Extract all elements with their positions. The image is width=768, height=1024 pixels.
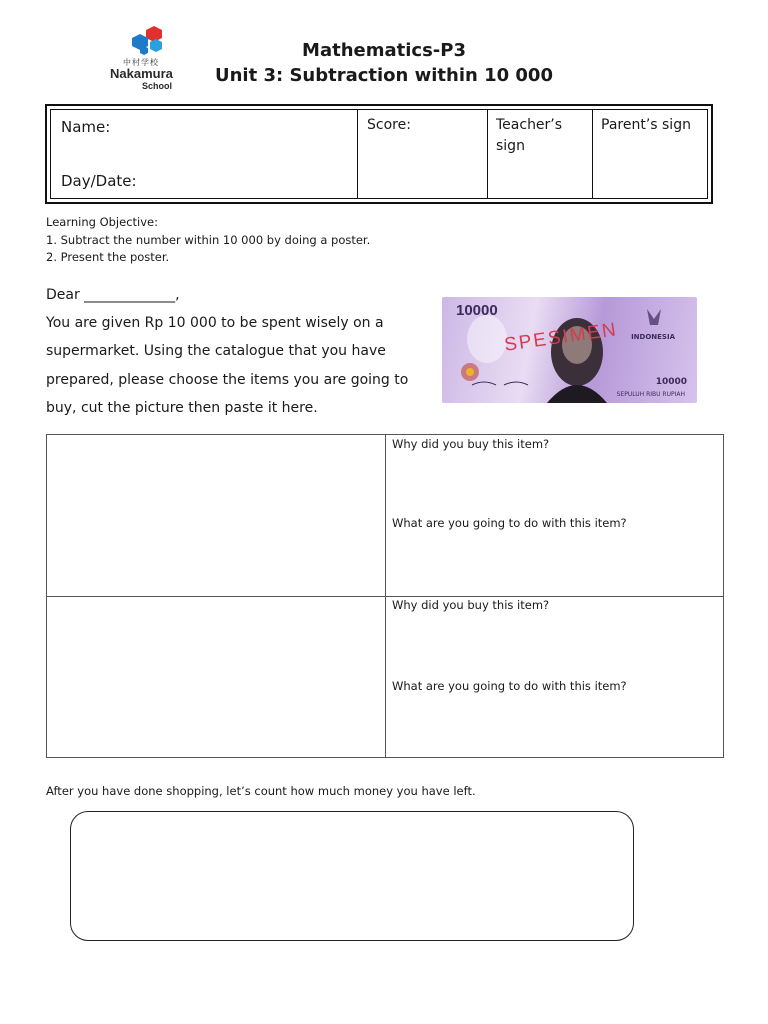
items-table bbox=[46, 434, 724, 758]
page-subtitle: Unit 3: Subtraction within 10 000 bbox=[214, 65, 553, 86]
table-row bbox=[47, 597, 723, 758]
paste-picture-area[interactable] bbox=[47, 435, 386, 596]
after-shopping-instruction: After you have done shopping, let’s count how much money you have left. bbox=[46, 784, 476, 798]
logo-name: Nakamura bbox=[110, 66, 173, 81]
info-table bbox=[45, 104, 713, 204]
question-why: Why did you buy this item? bbox=[392, 437, 550, 451]
objective-heading: Learning Objective: bbox=[46, 215, 158, 229]
question-what: What are you going to do with this item? bbox=[392, 679, 627, 693]
parent-sign-cell[interactable] bbox=[593, 110, 707, 198]
letter-line: You are given Rp 10 000 to be spent wisely on a bbox=[46, 315, 384, 331]
objective-item: 1. Subtract the number within 10 000 by doing a poster. bbox=[46, 233, 371, 247]
objective-item: 2. Present the poster. bbox=[46, 250, 170, 264]
banknote-value: 10000 bbox=[456, 302, 498, 319]
teacher-sign-label-1: Teacher’s bbox=[496, 117, 563, 133]
paste-picture-area[interactable] bbox=[47, 597, 386, 758]
table-row bbox=[47, 435, 723, 597]
teacher-sign-label-2: sign bbox=[496, 138, 525, 154]
letter-greeting: Dear _____________, bbox=[46, 287, 180, 303]
teacher-sign-cell[interactable] bbox=[488, 110, 593, 198]
score-label: Score: bbox=[367, 117, 411, 133]
date-label: Day/Date: bbox=[61, 172, 137, 190]
logo-chinese-text: 中村学校 bbox=[123, 58, 159, 67]
score-cell[interactable] bbox=[358, 110, 488, 198]
letter-line: prepared, please choose the items you are going to bbox=[46, 372, 409, 388]
question-what: What are you going to do with this item? bbox=[392, 516, 627, 530]
letter-line: buy, cut the picture then paste it here. bbox=[46, 400, 318, 416]
logo-school: School bbox=[142, 81, 173, 91]
letter-line: supermarket. Using the catalogue that you have bbox=[46, 343, 386, 359]
banknote-specimen: SPESIMEN bbox=[503, 319, 620, 356]
money-left-answer-box[interactable] bbox=[70, 811, 634, 941]
name-date-cell[interactable] bbox=[51, 110, 358, 198]
question-why: Why did you buy this item? bbox=[392, 598, 550, 612]
parent-sign-label: Parent’s sign bbox=[601, 117, 691, 133]
banknote-words: SEPULUH RIBU RUPIAH bbox=[616, 391, 685, 398]
banknote-image bbox=[442, 297, 697, 403]
banknote-country: INDONESIA bbox=[631, 333, 675, 341]
name-label: Name: bbox=[61, 118, 111, 136]
page-title: Mathematics-P3 bbox=[302, 40, 466, 61]
banknote-value-small: 10000 bbox=[655, 377, 687, 387]
